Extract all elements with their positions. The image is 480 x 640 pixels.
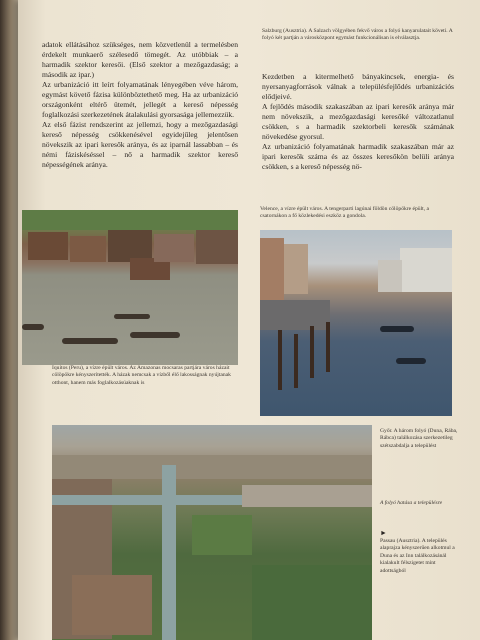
caption-passau: Passau (Ausztria). A település alaprajza kényszerűen alkotmul a Duna és az Inn találkozásánál kialakult félszigetet mint adottságból — [380, 538, 455, 574]
paragraph: A fejlődés második szakaszában az ipari keresők aránya már nem növekszik, a mezőgazdasági keresőké változatlanul csökken, s a harmadik szektorbeli keresők számának növekedése gyorsul. — [262, 102, 454, 141]
caption-iquitos: Iquitos (Peru), a vízre épült város. Az Amazonas mocsaras partjára város házait cölöpökre kényszerítették. A házak nemcsak a vízből élő lakosságnak nyújtanak otthont, hanem más foglalkozásúaknak is — [52, 365, 231, 386]
paragraph: Kezdetben a kitermelhető bányakincsek, energia- és nyersanyagforrások válnak a településfejlődés urbanizációs elődjeivé. — [262, 72, 454, 101]
caption-river-effect: A folyó hatása a településre — [380, 500, 443, 506]
caption-salzburg: Salzburg (Ausztria). A Salzach völgyében fekvő város a folyó kanyarulatait követi. A folyó két partján a városközpont egymást funkcionálisan is elválasztja. — [262, 28, 453, 42]
photo-iquitos — [22, 210, 238, 365]
caption-velence: Velence, a vízre épült város. A tengerparti lagúnai földön cölöpökre épült, a csatornákon a fő közlekedési eszköz a gondola. — [260, 206, 429, 220]
body-text-left — [42, 40, 238, 170]
caption-gyor: Győr. A három folyó (Duna, Rába, Rábca) találkozása szerkezetileg szétszabdalja a települést — [380, 428, 458, 449]
paragraph: Az urbanizáció folyamatának harmadik szakaszában már az ipari keresők száma és az összes keresőkön belüli aránya csökken, s a kereső népesség nö- — [262, 142, 454, 171]
paragraph: adatok ellátásához szükséges, nem közvetlenül a termelésben érdekelt munkaerő szélesedő tömegét. Az utóbbiak – a harmadik szektor keresői. (Első szektor a mezőgazdaság; a második az ipar.) — [42, 40, 238, 79]
paragraph: Az urbanizáció itt leírt folyamatának lényegében véve három, egymást követő fázisa különböztethető meg. Ha az urbanizáció országonként eltérő ütemét, jellegét a kereső népesség foglalkozási szerkezetének átalakulási gyorsasága jellemezzük. — [42, 80, 238, 119]
paragraph: Az első fázist rendszerint az jellemzi, hogy a mezőgazdasági kereső népesség csökkenésével egyidejűleg jelentősen növekszik az ipari keresők aránya, és az iparnál lassabban – és némi fáziskéséssel – nő a harmadik szektor kereső népességének aránya. — [42, 120, 238, 169]
body-text-right — [262, 72, 454, 172]
photo-gyor-aerial — [52, 425, 372, 640]
arrow-icon: ► — [380, 529, 387, 537]
photo-velence — [260, 230, 452, 416]
